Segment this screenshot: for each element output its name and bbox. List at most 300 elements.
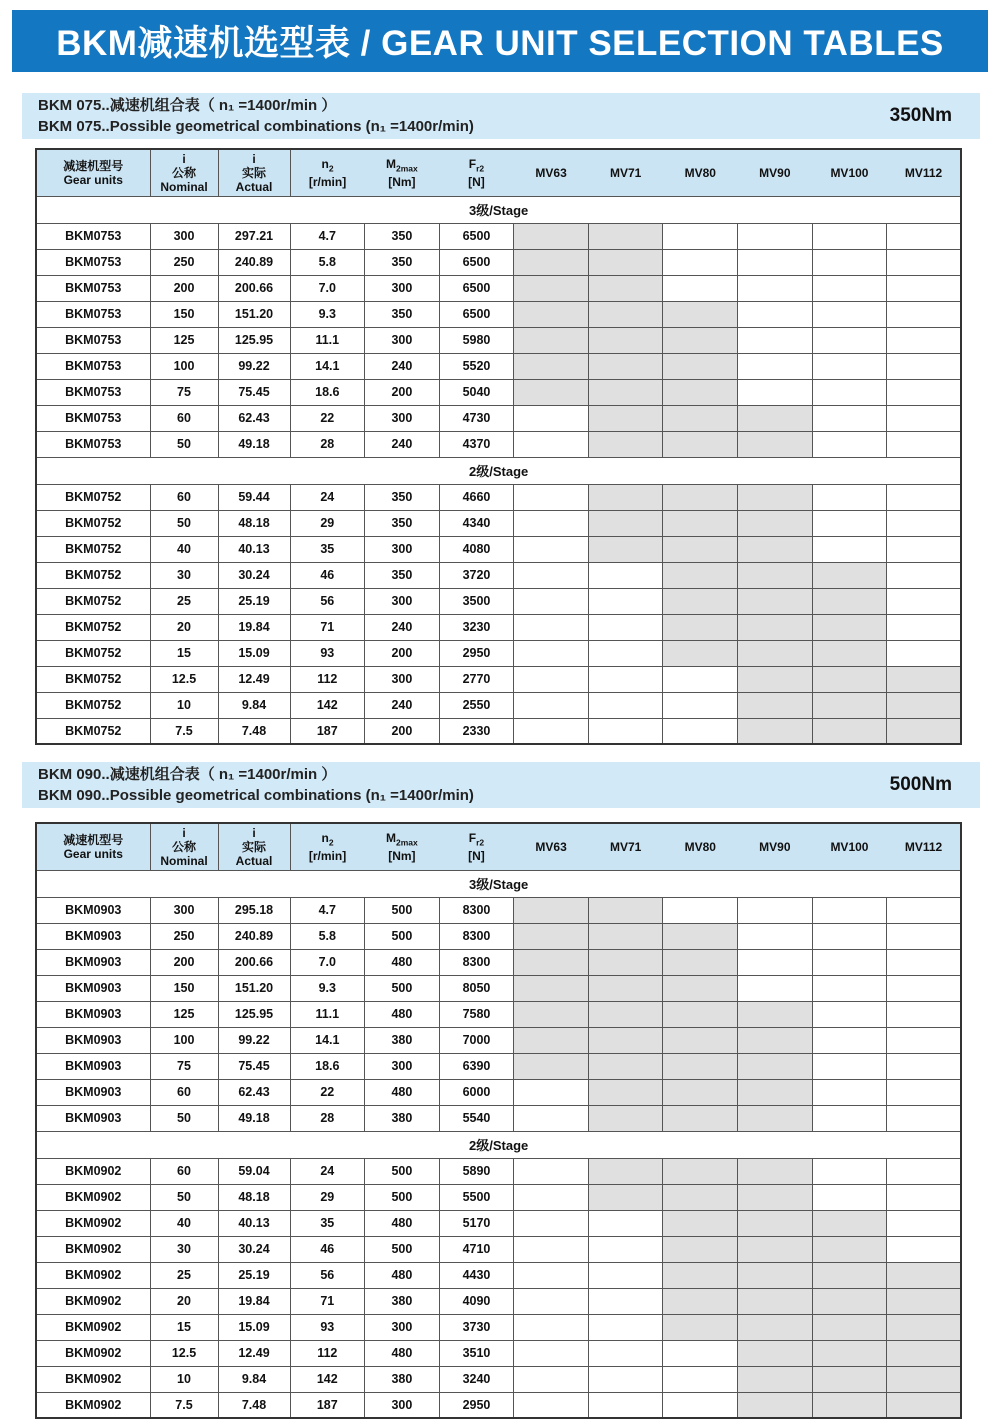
cell-model: BKM0903 [36,1079,150,1105]
section-title-en: BKM 090..Possible geometrical combinations (n₁ =1400r/min) [38,787,474,804]
mv-cell-mv100 [812,1210,887,1236]
table-row [36,379,961,405]
mv-cell-mv100 [812,1027,887,1053]
table-row [36,562,961,588]
mv-cell-mv100 [812,588,887,614]
mv-cell-mv80 [663,327,738,353]
cell-n2: 93 [290,640,365,666]
mv-cell-mv112 [887,562,962,588]
cell-nominal: 125 [150,1001,218,1027]
mv-cell-mv112 [887,588,962,614]
table-header-row [36,823,961,870]
cell-n2: 7.0 [290,949,365,975]
cell-m2max: 480 [365,1340,440,1366]
table-row [36,327,961,353]
mv-cell-mv90 [738,301,813,327]
cell-m2max: 300 [365,405,440,431]
cell-fr2: 4730 [439,405,514,431]
cell-m2max: 350 [365,484,440,510]
mv-cell-mv112 [887,666,962,692]
mv-cell-mv80 [663,1053,738,1079]
n2-unit: [r/min] [308,174,347,189]
cell-fr2: 4660 [439,484,514,510]
mv-cell-mv90 [738,1314,813,1340]
gear-units-en: Gear units [63,172,123,187]
torque-rating: 350Nm [889,105,952,126]
cell-nominal: 60 [150,405,218,431]
cell-n2: 56 [290,1262,365,1288]
mv-cell-mv71 [588,1027,663,1053]
cell-n2: 35 [290,536,365,562]
cell-nominal: 25 [150,1262,218,1288]
cell-n2: 14.1 [290,1027,365,1053]
mv-cell-mv112 [887,327,962,353]
cell-n2: 46 [290,562,365,588]
cell-nominal: 25 [150,588,218,614]
cell-fr2: 3510 [439,1340,514,1366]
cell-n2: 187 [290,718,365,744]
table-row [36,431,961,457]
cell-actual: 240.89 [218,923,290,949]
mv-cell-mv100 [812,640,887,666]
cell-n2: 112 [290,666,365,692]
cell-actual: 19.84 [218,614,290,640]
cell-model: BKM0902 [36,1392,150,1418]
mv-cell-mv63 [514,1158,589,1184]
mv-cell-mv63 [514,718,589,744]
table-row [36,1314,961,1340]
table-row [36,692,961,718]
cell-actual: 49.18 [218,431,290,457]
mv-cell-mv112 [887,1027,962,1053]
mv-cell-mv63 [514,405,589,431]
mv-cell-mv100 [812,536,887,562]
col-header-n2 [290,149,365,196]
stage-divider-row [36,457,961,484]
cell-n2: 9.3 [290,301,365,327]
cell-m2max: 500 [365,923,440,949]
cell-nominal: 60 [150,484,218,510]
cell-m2max: 300 [365,588,440,614]
table-row [36,275,961,301]
mv-cell-mv63 [514,1236,589,1262]
cell-fr2: 2770 [439,666,514,692]
mv-cell-mv90 [738,975,813,1001]
cell-m2max: 480 [365,1210,440,1236]
stage-divider-row [36,870,961,897]
cell-nominal: 60 [150,1158,218,1184]
mv-cell-mv80 [663,1392,738,1418]
cell-n2: 7.0 [290,275,365,301]
stage-label: 2级/Stage [36,457,961,484]
actual-zh: 实际 [241,165,266,180]
cell-n2: 5.8 [290,249,365,275]
mv-cell-mv80 [663,897,738,923]
mv-cell-mv63 [514,562,589,588]
mv-cell-mv71 [588,1158,663,1184]
table-row [36,975,961,1001]
mv-cell-mv100 [812,431,887,457]
cell-m2max: 500 [365,1184,440,1210]
mv-cell-mv90 [738,692,813,718]
cell-fr2: 5040 [439,379,514,405]
section-header-bkm090 [22,762,980,808]
col-header-mv112: MV112 [887,823,962,870]
mv-cell-mv80 [663,1314,738,1340]
cell-model: BKM0903 [36,949,150,975]
mv-cell-mv63 [514,588,589,614]
cell-nominal: 100 [150,353,218,379]
mv-cell-mv100 [812,1288,887,1314]
cell-actual: 9.84 [218,692,290,718]
cell-nominal: 20 [150,614,218,640]
mv-cell-mv71 [588,640,663,666]
cell-actual: 99.22 [218,353,290,379]
mv-cell-mv71 [588,405,663,431]
cell-model: BKM0752 [36,692,150,718]
cell-n2: 93 [290,1314,365,1340]
cell-n2: 71 [290,614,365,640]
col-header-nominal [150,149,218,196]
mv-cell-mv71 [588,1053,663,1079]
mv-cell-mv112 [887,897,962,923]
mv-cell-mv100 [812,379,887,405]
cell-nominal: 40 [150,1210,218,1236]
stage-divider-row [36,196,961,223]
table-row [36,1001,961,1027]
col-header-mv71: MV71 [588,823,663,870]
cell-fr2: 5500 [439,1184,514,1210]
mv-cell-mv63 [514,897,589,923]
mv-cell-mv63 [514,1027,589,1053]
mv-cell-mv80 [663,431,738,457]
i-symbol: i [182,825,186,840]
mv-cell-mv90 [738,923,813,949]
mv-cell-mv100 [812,1079,887,1105]
col-header-mv90: MV90 [738,823,813,870]
mv-cell-mv71 [588,614,663,640]
cell-actual: 48.18 [218,510,290,536]
col-header-n2 [290,823,365,870]
cell-actual: 7.48 [218,1392,290,1418]
fr2-unit: [N] [468,848,485,863]
mv-cell-mv90 [738,1053,813,1079]
n2-symbol: $n_2$ [321,156,334,173]
mv-cell-mv112 [887,1366,962,1392]
mv-cell-mv63 [514,249,589,275]
cell-model: BKM0752 [36,562,150,588]
cell-model: BKM0903 [36,1027,150,1053]
mv-cell-mv112 [887,1340,962,1366]
cell-m2max: 200 [365,718,440,744]
cell-m2max: 300 [365,666,440,692]
mv-cell-mv90 [738,484,813,510]
cell-actual: 75.45 [218,1053,290,1079]
mv-cell-mv112 [887,510,962,536]
mv-cell-mv90 [738,1184,813,1210]
mv-cell-mv90 [738,379,813,405]
cell-model: BKM0752 [36,666,150,692]
mv-cell-mv90 [738,897,813,923]
mv-cell-mv90 [738,536,813,562]
cell-nominal: 10 [150,692,218,718]
mv-cell-mv112 [887,1001,962,1027]
cell-n2: 24 [290,484,365,510]
cell-nominal: 150 [150,975,218,1001]
cell-nominal: 50 [150,1105,218,1131]
cell-actual: 295.18 [218,897,290,923]
cell-nominal: 150 [150,301,218,327]
cell-model: BKM0902 [36,1236,150,1262]
cell-fr2: 5170 [439,1210,514,1236]
cell-model: BKM0752 [36,614,150,640]
i-symbol: i [182,151,186,166]
cell-n2: 24 [290,1158,365,1184]
cell-actual: 125.95 [218,1001,290,1027]
col-header-mv63: MV63 [514,823,589,870]
mv-cell-mv80 [663,1158,738,1184]
table-row [36,588,961,614]
mv-cell-mv80 [663,1366,738,1392]
mv-cell-mv100 [812,327,887,353]
cell-actual: 62.43 [218,405,290,431]
section-titles [38,764,474,806]
mv-cell-mv63 [514,975,589,1001]
mv-cell-mv80 [663,301,738,327]
cell-n2: 46 [290,1236,365,1262]
table-row [36,1236,961,1262]
mv-cell-mv80 [663,484,738,510]
mv-cell-mv90 [738,1340,813,1366]
cell-n2: 4.7 [290,223,365,249]
mv-cell-mv100 [812,510,887,536]
page-title: BKM减速机选型表 / GEAR UNIT SELECTION TABLES [56,24,944,63]
cell-model: BKM0903 [36,1001,150,1027]
gear-units-zh: 减速机型号 [63,832,124,847]
table-row [36,1053,961,1079]
mv-cell-mv100 [812,562,887,588]
cell-m2max: 480 [365,949,440,975]
cell-fr2: 3500 [439,588,514,614]
cell-fr2: 4710 [439,1236,514,1262]
col-header-gear-units [36,823,150,870]
mv-cell-mv63 [514,692,589,718]
cell-fr2: 3730 [439,1314,514,1340]
cell-model: BKM0752 [36,510,150,536]
cell-fr2: 3720 [439,562,514,588]
mv-cell-mv63 [514,1340,589,1366]
mv-cell-mv63 [514,275,589,301]
cell-nominal: 7.5 [150,718,218,744]
mv-cell-mv112 [887,718,962,744]
cell-model: BKM0753 [36,249,150,275]
stage-divider-row [36,1131,961,1158]
cell-nominal: 40 [150,536,218,562]
mv-cell-mv90 [738,1001,813,1027]
col-header-mv80: MV80 [663,149,738,196]
table-row [36,353,961,379]
table-row [36,1079,961,1105]
cell-actual: 9.84 [218,1366,290,1392]
mv-cell-mv90 [738,275,813,301]
mv-cell-mv71 [588,562,663,588]
mv-cell-mv71 [588,431,663,457]
cell-n2: 29 [290,510,365,536]
cell-actual: 30.24 [218,1236,290,1262]
mv-cell-mv71 [588,536,663,562]
cell-nominal: 30 [150,1236,218,1262]
mv-cell-mv100 [812,614,887,640]
cell-n2: 5.8 [290,923,365,949]
cell-m2max: 380 [365,1105,440,1131]
mv-cell-mv112 [887,353,962,379]
mv-cell-mv63 [514,379,589,405]
mv-cell-mv63 [514,1053,589,1079]
mv-cell-mv112 [887,1392,962,1418]
mv-cell-mv90 [738,1027,813,1053]
nominal-zh: 公称 [171,839,196,854]
table-row [36,640,961,666]
cell-model: BKM0752 [36,640,150,666]
mv-cell-mv80 [663,405,738,431]
mv-cell-mv90 [738,223,813,249]
cell-m2max: 200 [365,640,440,666]
mv-cell-mv90 [738,1079,813,1105]
mv-cell-mv80 [663,923,738,949]
mv-cell-mv90 [738,353,813,379]
mv-cell-mv63 [514,666,589,692]
mv-cell-mv100 [812,405,887,431]
mv-cell-mv112 [887,640,962,666]
col-header-mv112: MV112 [887,149,962,196]
cell-model: BKM0902 [36,1158,150,1184]
mv-cell-mv100 [812,1366,887,1392]
mv-cell-mv112 [887,1158,962,1184]
cell-n2: 11.1 [290,327,365,353]
cell-n2: 142 [290,1366,365,1392]
m2max-unit: [Nm] [388,174,416,189]
cell-nominal: 15 [150,1314,218,1340]
mv-cell-mv71 [588,223,663,249]
mv-cell-mv90 [738,1262,813,1288]
mv-cell-mv100 [812,1184,887,1210]
mv-cell-mv112 [887,614,962,640]
mv-cell-mv63 [514,353,589,379]
m2max-symbol: $M_{2max}$ [386,830,418,847]
cell-m2max: 300 [365,536,440,562]
mv-cell-mv112 [887,923,962,949]
cell-model: BKM0902 [36,1184,150,1210]
mv-cell-mv71 [588,484,663,510]
cell-n2: 71 [290,1288,365,1314]
cell-fr2: 5980 [439,327,514,353]
mv-cell-mv71 [588,949,663,975]
cell-actual: 30.24 [218,562,290,588]
cell-m2max: 380 [365,1366,440,1392]
mv-cell-mv80 [663,1340,738,1366]
mv-cell-mv80 [663,692,738,718]
mv-cell-mv71 [588,692,663,718]
mv-cell-mv100 [812,1053,887,1079]
cell-actual: 15.09 [218,1314,290,1340]
mv-cell-mv71 [588,249,663,275]
mv-cell-mv90 [738,249,813,275]
mv-cell-mv90 [738,1392,813,1418]
mv-cell-mv71 [588,588,663,614]
n2-symbol: $n_2$ [321,830,334,847]
table-row [36,484,961,510]
cell-model: BKM0752 [36,536,150,562]
mv-cell-mv112 [887,1314,962,1340]
cell-actual: 25.19 [218,588,290,614]
table-row [36,1366,961,1392]
mv-cell-mv63 [514,1184,589,1210]
col-header-mv63: MV63 [514,149,589,196]
mv-cell-mv90 [738,562,813,588]
section-titles [38,95,474,137]
mv-cell-mv71 [588,718,663,744]
cell-model: BKM0753 [36,431,150,457]
cell-fr2: 4430 [439,1262,514,1288]
cell-m2max: 380 [365,1027,440,1053]
cell-actual: 25.19 [218,1262,290,1288]
cell-n2: 22 [290,405,365,431]
mv-cell-mv80 [663,1236,738,1262]
cell-fr2: 4370 [439,431,514,457]
mv-cell-mv80 [663,666,738,692]
cell-fr2: 3230 [439,614,514,640]
mv-cell-mv100 [812,1105,887,1131]
mv-cell-mv80 [663,1262,738,1288]
cell-actual: 49.18 [218,1105,290,1131]
cell-model: BKM0752 [36,718,150,744]
i-symbol: i [252,151,256,166]
fr2-unit: [N] [468,174,485,189]
cell-n2: 14.1 [290,353,365,379]
col-header-mv100: MV100 [812,149,887,196]
mv-cell-mv90 [738,614,813,640]
mv-cell-mv71 [588,1262,663,1288]
mv-cell-mv100 [812,353,887,379]
cell-fr2: 6000 [439,1079,514,1105]
section-title-zh: BKM 090..减速机组合表（ n₁ =1400r/min ） [38,766,337,783]
mv-cell-mv112 [887,1079,962,1105]
cell-fr2: 7580 [439,1001,514,1027]
table-row [36,1027,961,1053]
cell-m2max: 200 [365,379,440,405]
cell-actual: 40.13 [218,536,290,562]
mv-cell-mv112 [887,223,962,249]
cell-m2max: 240 [365,692,440,718]
cell-m2max: 500 [365,1236,440,1262]
cell-m2max: 350 [365,510,440,536]
cell-fr2: 5890 [439,1158,514,1184]
nominal-en: Nominal [160,179,208,194]
cell-nominal: 75 [150,379,218,405]
table-row [36,897,961,923]
mv-cell-mv80 [663,510,738,536]
cell-m2max: 300 [365,327,440,353]
mv-cell-mv100 [812,1262,887,1288]
mv-cell-mv112 [887,379,962,405]
cell-fr2: 2950 [439,640,514,666]
cell-m2max: 500 [365,1158,440,1184]
cell-fr2: 6500 [439,249,514,275]
cell-actual: 125.95 [218,327,290,353]
mv-cell-mv71 [588,975,663,1001]
actual-zh: 实际 [241,839,266,854]
mv-cell-mv112 [887,484,962,510]
